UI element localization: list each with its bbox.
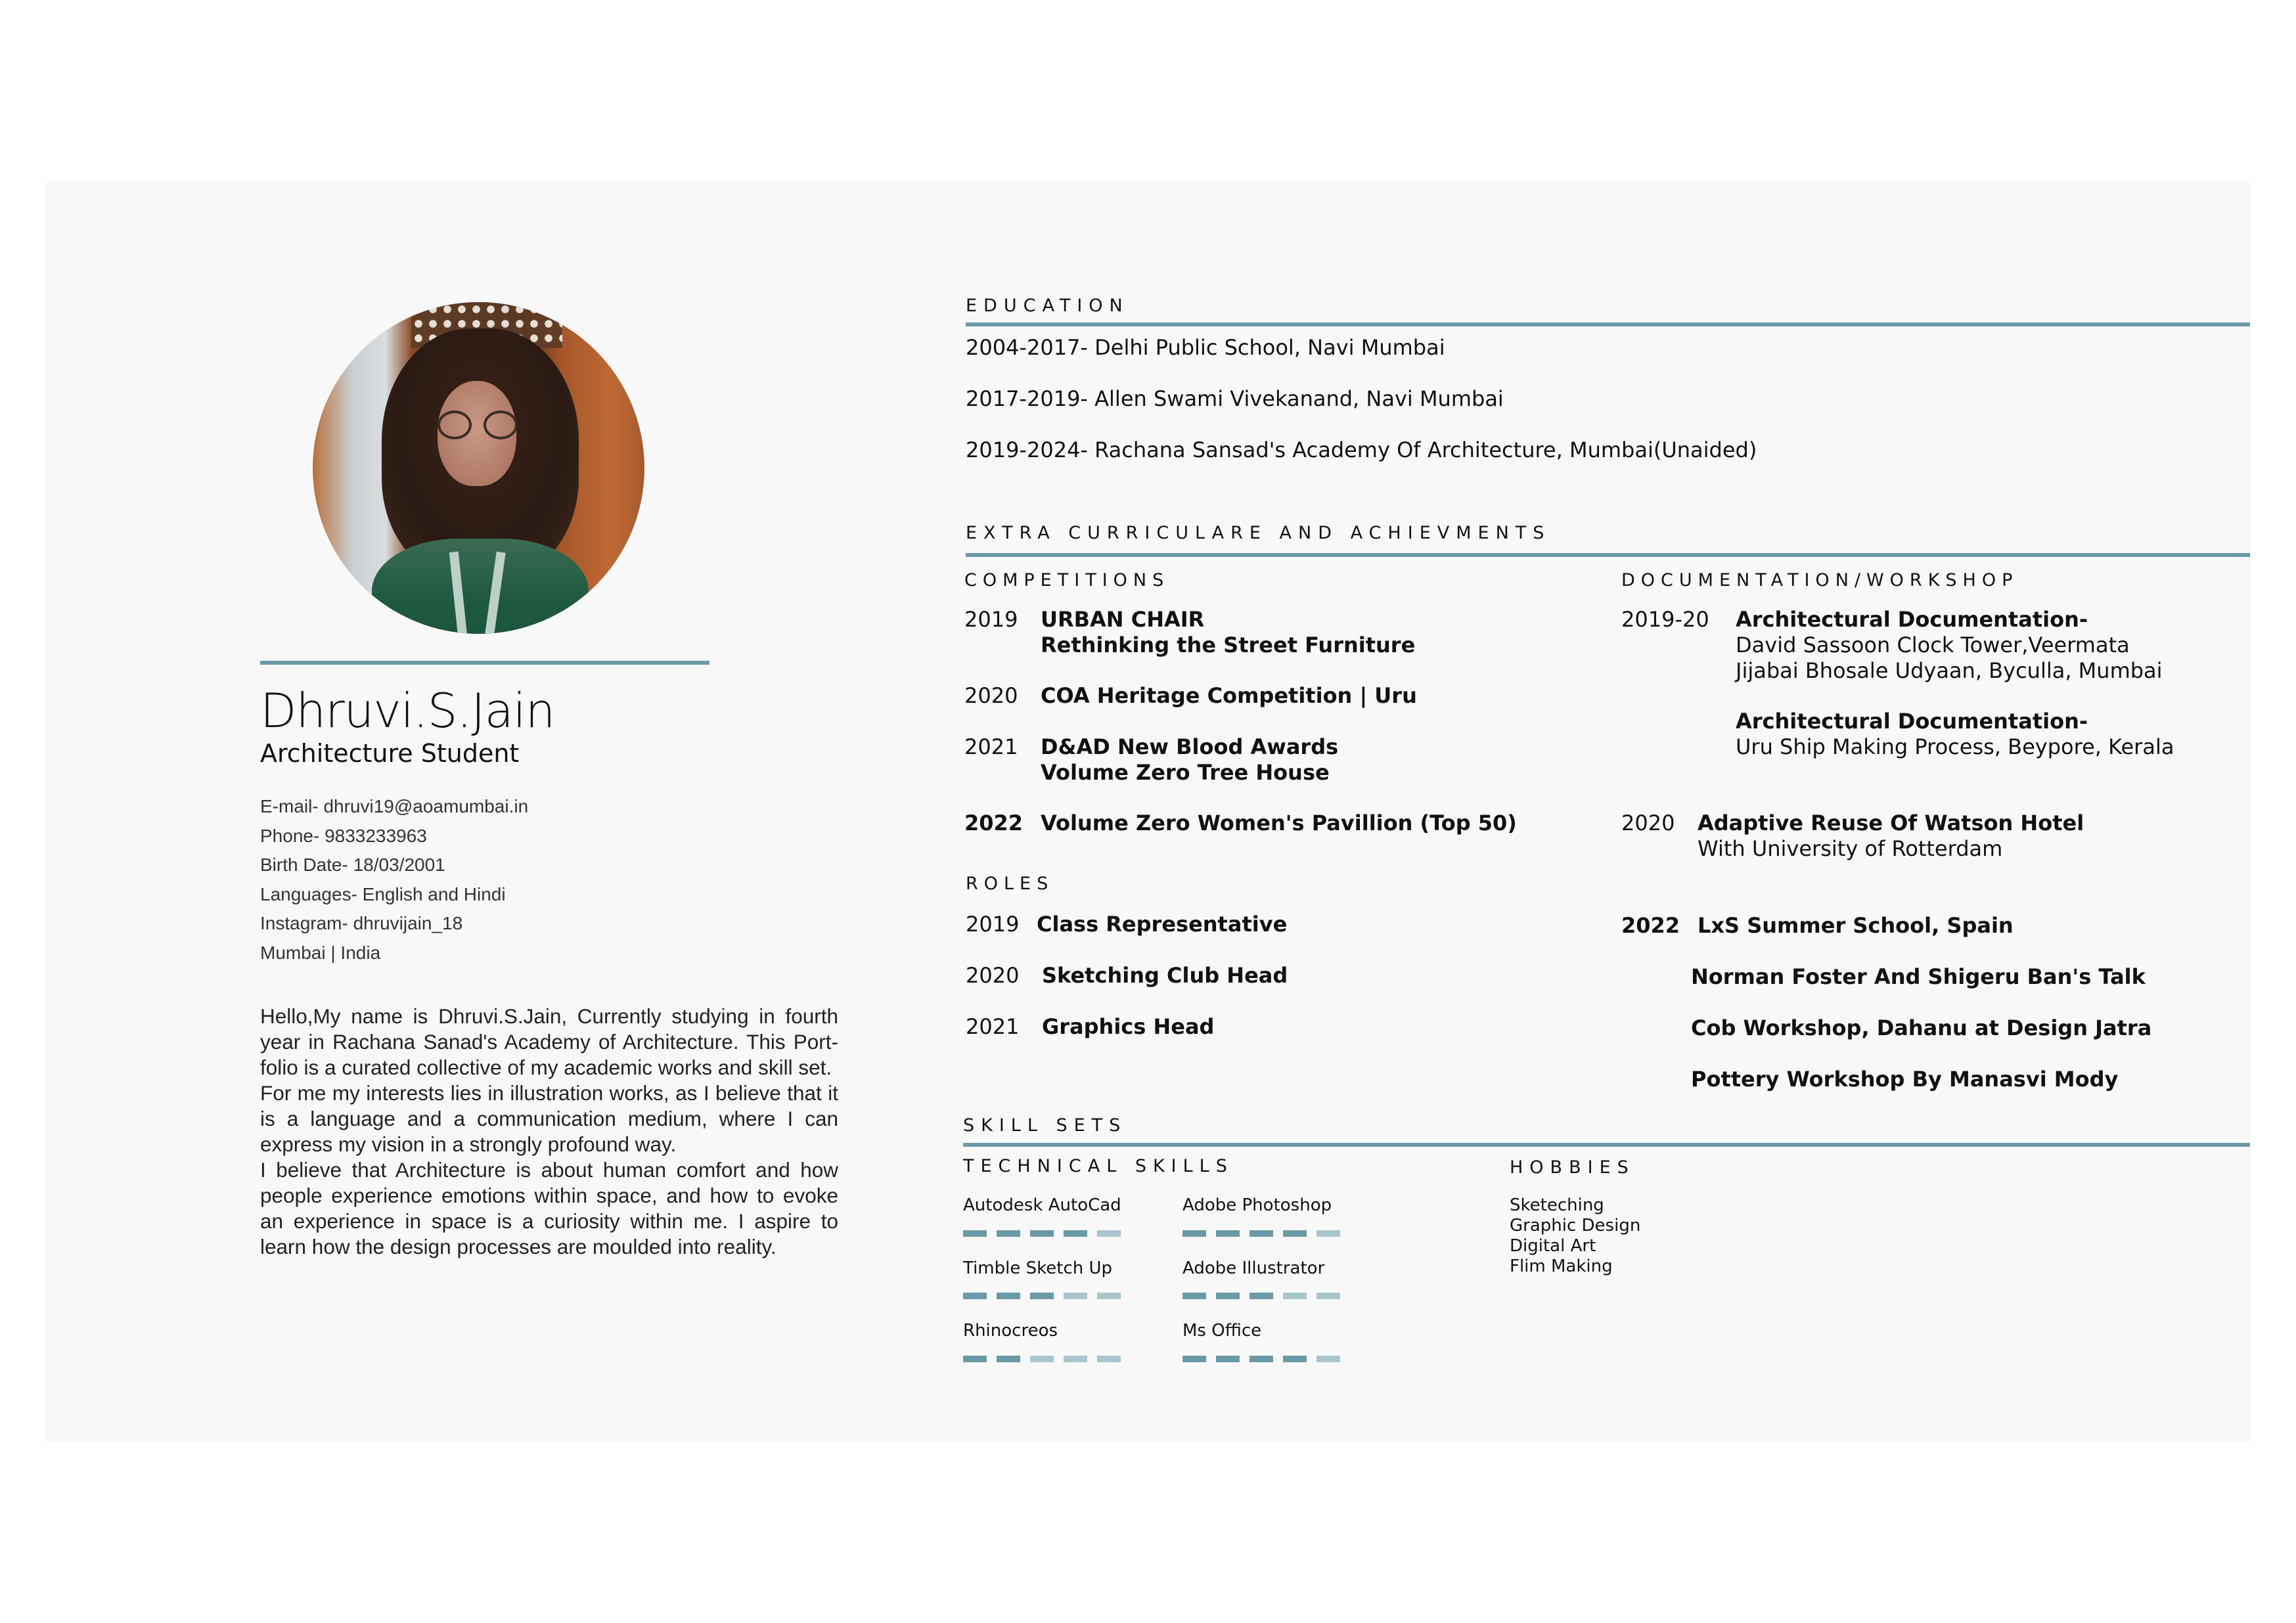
contact-birth-date: Birth Date- 18/03/2001 (260, 855, 445, 875)
documentation-detail: David Sassoon Clock Tower,Veermata (1736, 633, 2130, 657)
education-heading: EDUCATION (966, 296, 1129, 316)
documentation-heading: DOCUMENTATION/WORKSHOP (1621, 570, 2019, 590)
education-school: Allen Swami Vivekanand, Navi Mumbai (1094, 386, 1504, 411)
skill-level-filled (1283, 1230, 1307, 1237)
documentation-year: 2019-20 (1621, 607, 1709, 632)
skill-level-empty (1317, 1356, 1340, 1362)
hobby-item: Digital Art (1510, 1236, 1596, 1256)
skill-level-empty (1064, 1356, 1087, 1362)
documentation-title: Adaptive Reuse Of Watson Hotel (1698, 811, 2084, 835)
skill-level-filled (997, 1293, 1020, 1299)
education-years: 2019-2024- (966, 437, 1088, 462)
skill-level-empty (1317, 1230, 1340, 1237)
skill-level-filled (1216, 1356, 1240, 1362)
skill-label: Ms Office (1182, 1321, 1262, 1341)
education-years: 2017-2019- (966, 386, 1088, 411)
skill-level-empty (1097, 1230, 1121, 1237)
contact-email: E-mail- dhruvi19@aoamumbai.in (260, 796, 529, 816)
skill-level-filled (963, 1293, 987, 1299)
skill-level-filled (1030, 1230, 1054, 1237)
competition-entry (1041, 734, 1338, 786)
skill-level-filled (1182, 1230, 1206, 1237)
hobbies-heading: HOBBIES (1510, 1157, 1635, 1178)
contact-instagram: Instagram- dhruvijain_18 (260, 913, 463, 933)
bio-paragraph: Hello,My name is Dhruvi.S.Jain, Currently studying in fourth year in Rachana Sanad's Academy of Architecture. This Port-folio is a curated collective of my academic works and skill set. (260, 1004, 838, 1079)
documentation-title: Architectural Documentation- (1736, 607, 2088, 632)
documentation-year: 2022 (1621, 913, 1680, 938)
education-years: 2004-2017- (966, 335, 1088, 360)
hobby-item: Flim Making (1510, 1256, 1613, 1276)
role-year: 2021 (966, 1014, 1020, 1039)
education-rule (966, 322, 2250, 326)
skill-level-filled (1283, 1356, 1307, 1362)
bio-paragraph: For me my interests lies in illustration works, as I believe that it is a language and a communication medium, where I can express my vision in a strongly profound way. (260, 1081, 838, 1156)
skill-level-bar (1182, 1356, 1340, 1362)
competition-subtitle: Volume Zero Tree House (1041, 760, 1330, 785)
skill-sets-rule (963, 1143, 2250, 1147)
contact-list (260, 792, 528, 967)
competition-subtitle: Rethinking the Street Furniture (1041, 633, 1416, 657)
skill-level-filled (963, 1356, 987, 1362)
documentation-detail: Jijabai Bhosale Udyaan, Byculla, Mumbai (1736, 658, 2163, 683)
skill-level-empty (1317, 1293, 1340, 1299)
glasses-graphic (436, 411, 520, 442)
extra-curricular-heading: EXTRA CURRICULARE AND ACHIEVMENTS (966, 523, 1551, 543)
skill-label: Timble Sketch Up (963, 1258, 1113, 1278)
role-title: Graphics Head (1042, 1014, 1215, 1039)
skill-level-filled (1249, 1356, 1273, 1362)
workshop-item: Cob Workshop, Dahanu at Design Jatra (1691, 1015, 2152, 1040)
skill-level-bar (1182, 1293, 1340, 1299)
skill-label: Adobe Illustrator (1182, 1258, 1325, 1278)
profile-title: Architecture Student (260, 739, 520, 768)
documentation-entry (1698, 811, 2084, 862)
skill-label: Autodesk AutoCad (963, 1195, 1121, 1215)
education-school: Rachana Sansad's Academy Of Architecture, Mumbai(Unaided) (1094, 437, 1757, 462)
skill-level-filled (1216, 1230, 1240, 1237)
role-title: Class Representative (1037, 912, 1288, 937)
documentation-title: Architectural Documentation- (1736, 709, 2088, 734)
role-title: Sketching Club Head (1042, 963, 1288, 988)
skill-level-filled (1249, 1230, 1273, 1237)
role-year: 2020 (966, 963, 1020, 988)
role-year: 2019 (966, 912, 1020, 937)
skill-level-filled (997, 1356, 1020, 1362)
skill-level-filled (1182, 1356, 1206, 1362)
skill-level-filled (1216, 1293, 1240, 1299)
workshop-item: Pottery Workshop By Manasvi Mody (1691, 1067, 2119, 1092)
education-row (966, 335, 1445, 360)
skill-level-filled (1030, 1293, 1054, 1299)
documentation-detail: With University of Rotterdam (1698, 836, 2003, 861)
contact-languages: Languages- English and Hindi (260, 883, 506, 904)
competition-entry (1041, 811, 1517, 836)
competition-title: Volume Zero Women's Pavillion (Top 50) (1041, 811, 1517, 835)
skill-level-empty (1064, 1293, 1087, 1299)
competition-year: 2020 (964, 683, 1018, 708)
technical-skills-heading: TECHNICAL SKILLS (963, 1156, 1234, 1176)
skill-level-empty (1283, 1293, 1307, 1299)
skill-sets-heading: SKILL SETS (963, 1115, 1127, 1136)
skill-level-filled (1064, 1230, 1087, 1237)
documentation-year: 2020 (1621, 811, 1675, 835)
profile-name: Dhruvi.S.Jain (260, 683, 555, 738)
bio-paragraph: I believe that Architecture is about human comfort and how people experience emotions within space, and how to evoke an experience in space is a curiosity within me. I aspire to learn how the design processes are moulded into reality. (260, 1158, 838, 1258)
competition-year: 2022 (964, 811, 1024, 835)
workshop-item: Norman Foster And Shigeru Ban's Talk (1691, 964, 2146, 989)
skill-level-filled (963, 1230, 987, 1237)
roles-heading: ROLES (966, 874, 1054, 894)
skill-level-bar (1182, 1230, 1340, 1237)
documentation-entry (1736, 607, 2163, 684)
profile-photo (313, 302, 644, 634)
competition-title: D&AD New Blood Awards (1041, 734, 1339, 759)
hobby-item: Sketeching (1510, 1195, 1604, 1215)
skill-level-bar (963, 1356, 1121, 1362)
education-row (966, 386, 1504, 411)
extra-curricular-rule (966, 553, 2250, 557)
documentation-title: LxS Summer School, Spain (1698, 913, 2014, 938)
skill-level-empty (1097, 1293, 1121, 1299)
documentation-entry (1736, 709, 2174, 760)
competition-year: 2019 (964, 607, 1018, 632)
hobbies-list (1510, 1195, 1640, 1277)
skill-label: Adobe Photoshop (1182, 1195, 1332, 1215)
skill-level-bar (963, 1293, 1121, 1299)
skill-level-empty (1030, 1356, 1054, 1362)
education-school: Delhi Public School, Navi Mumbai (1094, 335, 1445, 360)
documentation-detail: Uru Ship Making Process, Beypore, Kerala (1736, 734, 2174, 759)
skill-level-bar (963, 1230, 1121, 1237)
competition-year: 2021 (964, 734, 1018, 759)
skill-level-filled (997, 1230, 1020, 1237)
contact-location: Mumbai | India (260, 942, 381, 963)
education-row (966, 437, 1757, 462)
competitions-heading: COMPETITIONS (964, 570, 1170, 590)
hobby-item: Graphic Design (1510, 1216, 1641, 1235)
competition-title: URBAN CHAIR (1041, 607, 1205, 632)
contact-phone: Phone- 9833233963 (260, 825, 427, 846)
competition-entry (1041, 683, 1417, 709)
skill-level-filled (1182, 1293, 1206, 1299)
skill-level-empty (1097, 1356, 1121, 1362)
skill-level-filled (1249, 1293, 1273, 1299)
skill-label: Rhinocreos (963, 1321, 1058, 1341)
competition-entry (1041, 607, 1415, 658)
documentation-entry (1698, 913, 2014, 939)
green-top-graphic (372, 539, 589, 634)
competition-title: COA Heritage Competition | Uru (1041, 683, 1417, 708)
bio (260, 1004, 838, 1260)
profile-divider (260, 661, 709, 665)
